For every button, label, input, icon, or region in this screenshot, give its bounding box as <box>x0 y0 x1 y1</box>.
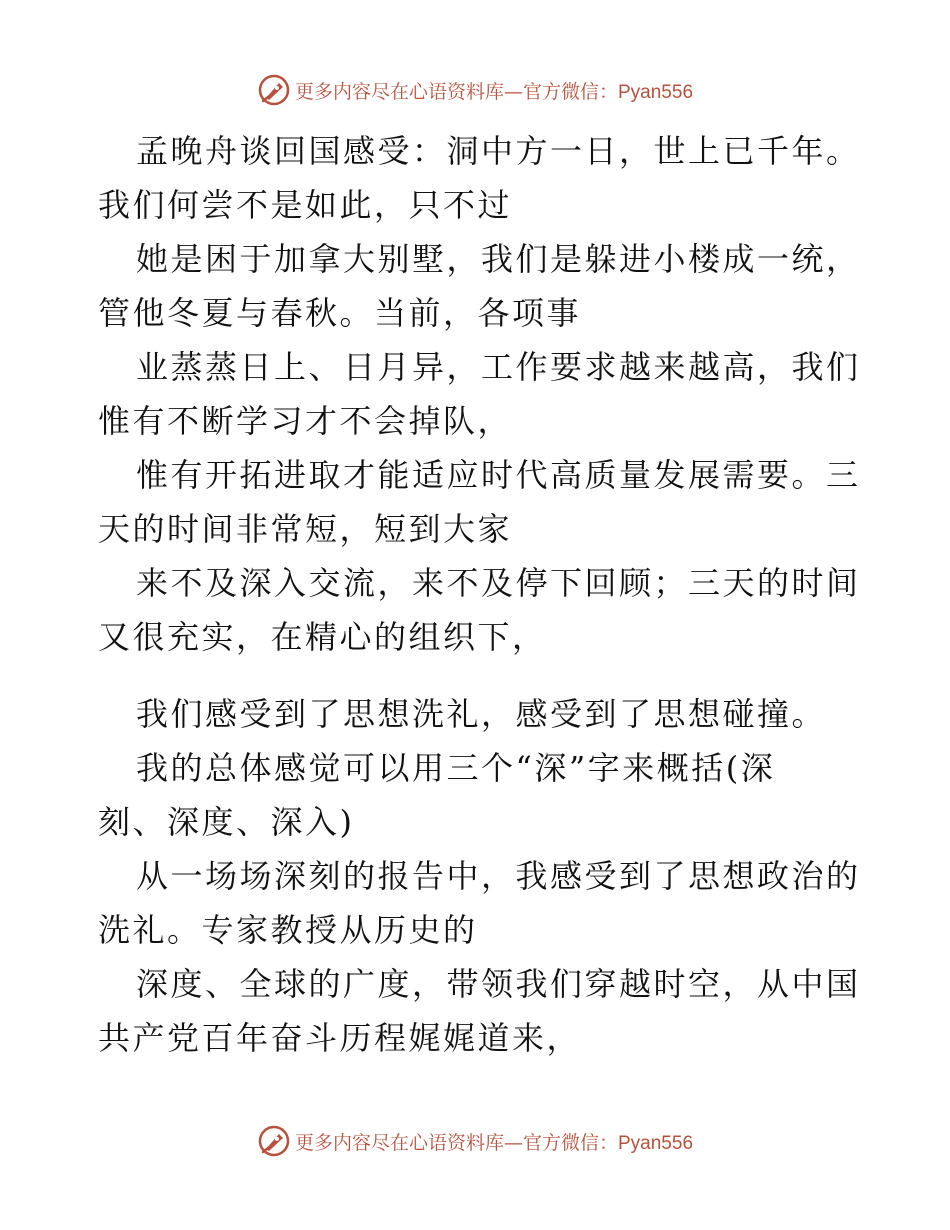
text-line: 管他冬夏与春秋。当前，各项事 <box>98 294 582 332</box>
text-line: 刻、深度、深入) <box>98 803 355 841</box>
text-line: 深度、全球的广度，带领我们穿越时空，从中国 <box>136 965 861 1003</box>
footer-watermark <box>0 1121 950 1161</box>
pen-nib-logo-icon <box>257 73 291 107</box>
text-line: 天的时间非常短，短到大家 <box>98 510 513 548</box>
text-line: 惟有开拓进取才能适应时代高质量发展需要。三 <box>136 456 861 494</box>
text-line: 共产党百年奋斗历程娓娓道来， <box>98 1019 582 1057</box>
text-line: 我的总体感觉可以用三个“深”字来概括(深 <box>136 749 776 787</box>
header-watermark <box>0 70 950 110</box>
text-line: 惟有不断学习才不会掉队， <box>98 402 513 440</box>
text-line: 我们感受到了思想洗礼，感受到了思想碰撞。 <box>136 695 827 733</box>
watermark-text: 更多内容尽在心语资料库—官方微信：Pyan556 <box>294 1131 694 1154</box>
text-line: 孟晚舟谈回国感受：洞中方一日，世上已千年。 <box>136 132 861 170</box>
text-line: 她是困于加拿大别墅，我们是躲进小楼成一统， <box>136 240 861 278</box>
text-line: 从一场场深刻的报告中，我感受到了思想政治的 <box>136 857 861 895</box>
text-line: 业蒸蒸日上、日月异，工作要求越来越高，我们 <box>136 348 861 386</box>
text-line: 洗礼。专家教授从历史的 <box>98 911 478 949</box>
watermark-text: 更多内容尽在心语资料库—官方微信：Pyan556 <box>294 80 694 103</box>
body-text <box>98 124 861 1065</box>
pen-nib-logo-icon <box>257 1124 291 1158</box>
text-line: 又很充实，在精心的组织下， <box>98 618 547 656</box>
text-line: 来不及深入交流，来不及停下回顾；三天的时间 <box>136 564 861 602</box>
text-line: 我们何尝不是如此，只不过 <box>98 186 513 224</box>
